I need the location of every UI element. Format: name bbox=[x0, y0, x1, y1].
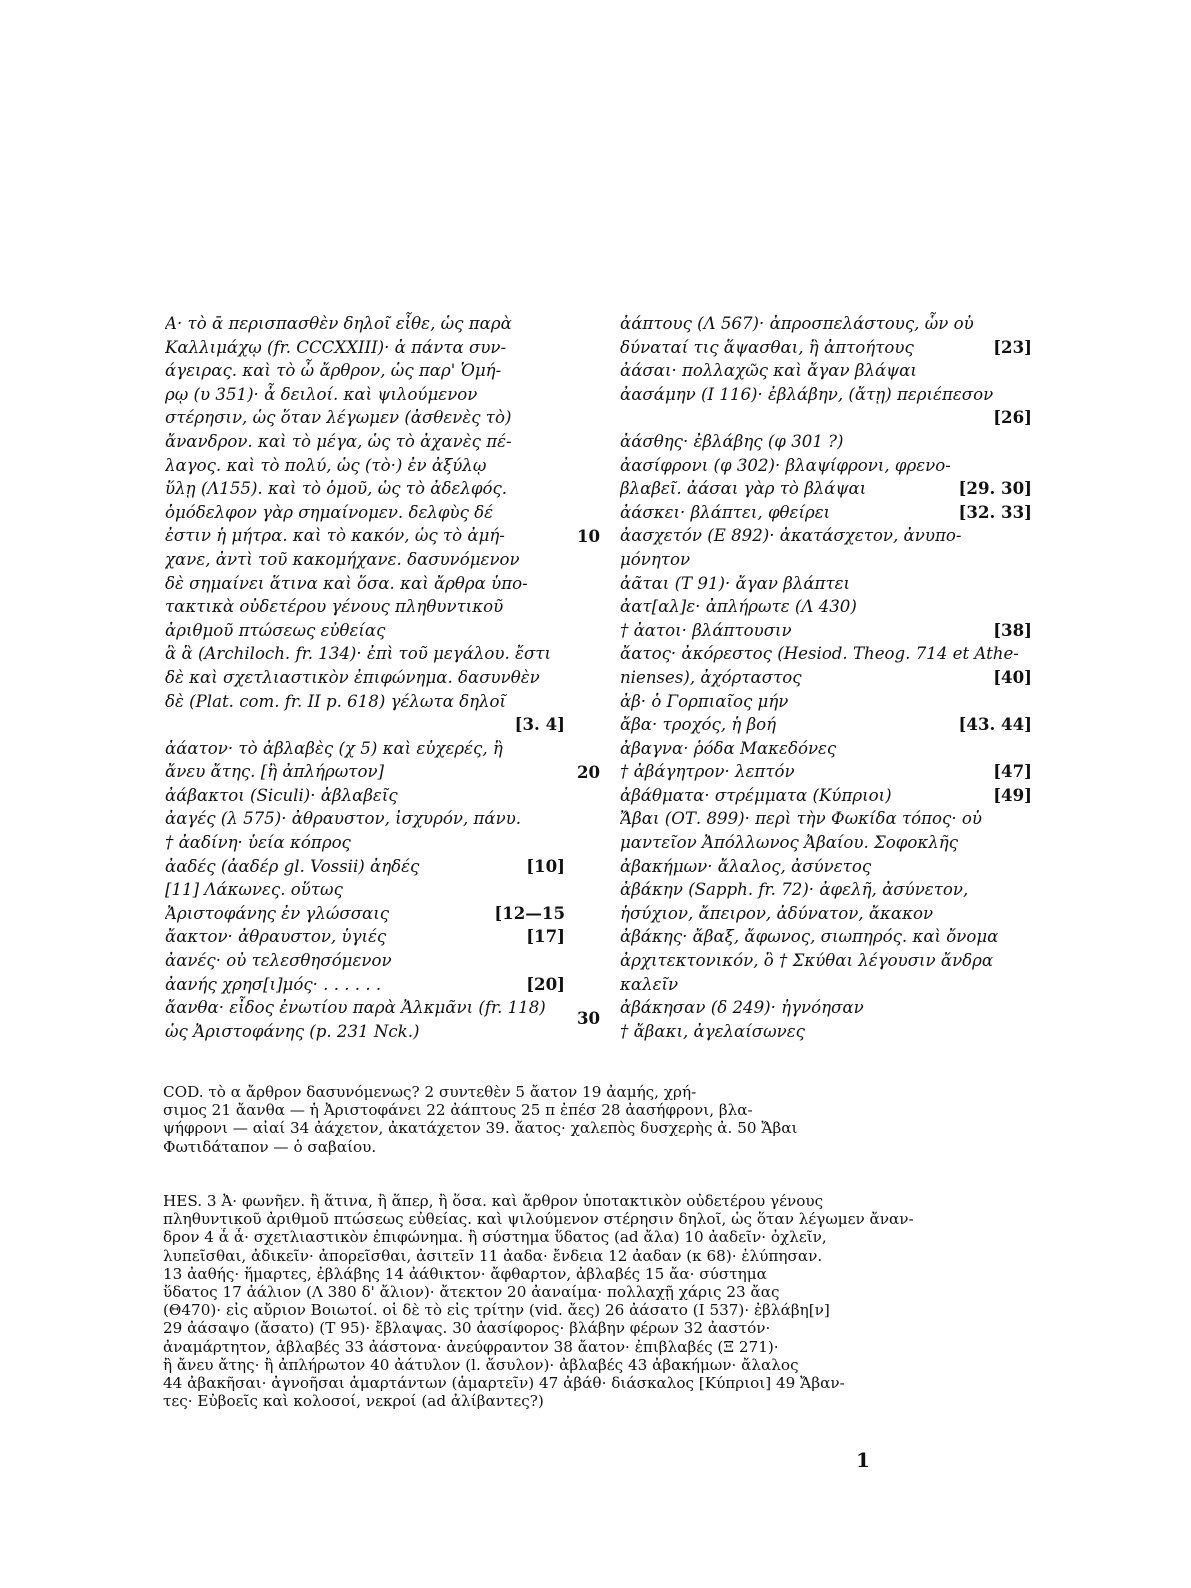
entry-line bbox=[165, 902, 565, 926]
entry-line bbox=[620, 713, 1032, 737]
entry-line bbox=[620, 454, 1032, 478]
entry-line bbox=[620, 784, 1032, 808]
entry-text: ἀρχιτεκτονικόν, ὃ † Σκύθαι λέγουσιν ἄνδρα bbox=[620, 951, 994, 971]
entry-text: ἀβακήμων· ἄλαλος, ἀσύνετος bbox=[620, 856, 872, 876]
apparatus-line: δρον 4 ἆ ἆ· σχετλιαστικὸν ἐπιφώνημα. ἢ σύστημα ὕδατος (ad ἄλα) 10 ἀαδεῖν· ὀχλεῖν, bbox=[163, 1228, 827, 1247]
gloss-reference: [29. 30] bbox=[953, 477, 1032, 501]
right-column bbox=[620, 312, 1032, 1043]
entry-line bbox=[620, 925, 1032, 949]
entry-line bbox=[620, 666, 1032, 690]
entry-line bbox=[165, 713, 565, 737]
entry-line bbox=[620, 383, 1032, 407]
entry-line bbox=[620, 831, 1032, 855]
entry-text: καλεῖν bbox=[620, 974, 679, 994]
entry-text: Ἀριστοφάνης ἐν γλώσσαις bbox=[165, 903, 390, 923]
entry-line bbox=[165, 359, 565, 383]
apparatus-line: ἀναμάρτητον, ἀβλαβές 33 ἀάστονα· ἀνεύφραντον 38 ἄατον· ἐπιβλαβές (Ξ 271)· bbox=[163, 1337, 779, 1356]
entry-line bbox=[165, 666, 565, 690]
entry-text: nienses), ἀχόρταστος bbox=[620, 667, 802, 687]
entry-text: ἀβάθματα· στρέμματα (Κύπριοι) bbox=[620, 785, 892, 805]
entry-line bbox=[165, 383, 565, 407]
entry-line bbox=[620, 619, 1032, 643]
entry-line bbox=[620, 807, 1032, 831]
entry-text: ὁμόδελφον γὰρ σημαίνομεν. δελφὺς δέ bbox=[165, 502, 494, 522]
apparatus-line: Φωτιδάταπον — ὁ σαβαίου. bbox=[163, 1137, 377, 1156]
entry-text: ἄνευ ἄτης. [ἢ ἀπλήρωτον] bbox=[165, 762, 385, 782]
entry-text: ἀβάκης· ἄβαξ, ἄφωνος, σιωπηρός. καὶ ὄνομα bbox=[620, 927, 999, 947]
entry-text: ὕλῃ (Λ155). καὶ τὸ ὁμοῦ, ὡς τὸ ἀδελφός. bbox=[165, 479, 508, 499]
entry-line bbox=[165, 760, 565, 784]
entry-text: † ἀβάγητρον· λεπτόν bbox=[620, 762, 795, 782]
entry-text: ἡσύχιον, ἄπειρον, ἀδύνατον, ἄκακον bbox=[620, 903, 934, 923]
apparatus-line: 13 ἀαθής· ἥμαρτες, ἐβλάβης 14 ἀάθικτον· ἄφθαρτον, ἀβλαβές 15 ἄα· σύστημα bbox=[163, 1264, 767, 1283]
entry-text: ἄακτον· ἀθραυστον, ὑγιές bbox=[165, 927, 387, 947]
entry-text: ἀαδές (ἀαδέρ gl. Vossii) ἀηδές bbox=[165, 856, 420, 876]
entry-text: λαγος. καὶ τὸ πολύ, ὡς (τὸ·) ἐν ἀξύλῳ bbox=[165, 455, 487, 475]
entry-line bbox=[620, 642, 1032, 666]
entry-text: δὲ καὶ σχετλιαστικὸν ἐπιφώνημα. δασυνθὲν bbox=[165, 667, 540, 687]
apparatus-line: HES. 3 Ἀ· φωνῆεν. ἢ ἅτινα, ἢ ἅπερ, ἢ ὅσα. καὶ ἄρθρον ὑποτακτικὸν οὐδετέρου γένους bbox=[163, 1192, 824, 1210]
entry-line bbox=[165, 831, 565, 855]
apparatus-line: τες· Εὐβοεῖς καὶ κολοσοί, νεκροί (ad ἀλίβαντες?) bbox=[163, 1392, 544, 1411]
entry-text: ἄβα· τροχός, ἡ βοή bbox=[620, 715, 777, 735]
entry-line bbox=[620, 855, 1032, 879]
gloss-reference: [47] bbox=[987, 760, 1032, 784]
entry-text: [11] Λάκωνες. οὕτως bbox=[165, 880, 343, 900]
entry-line bbox=[620, 336, 1032, 360]
line-number: 30 bbox=[577, 1008, 601, 1028]
entry-text: ἀβ· ὁ Γορπιαῖος μήν bbox=[620, 691, 789, 711]
entry-text: ἀανές· οὐ τελεσθησόμενον bbox=[165, 951, 392, 971]
entry-text: ἄανθα· εἶδος ἐνωτίου παρὰ Ἀλκμᾶνι (fr. 118) bbox=[165, 998, 546, 1018]
entry-text: ἄνανδρον. καὶ τὸ μέγα, ὡς τὸ ἀχανὲς πέ- bbox=[165, 431, 512, 451]
entry-text: ἀάσκει· βλάπτει, φθείρει bbox=[620, 502, 831, 522]
gloss-reference: [26] bbox=[987, 406, 1032, 430]
entry-text: Ἄβαι (ΟΤ. 899)· περὶ τὴν Φωκίδα τόπος· οὐ bbox=[620, 809, 982, 829]
gloss-reference: [23] bbox=[987, 336, 1032, 360]
entry-text: ὡς Ἀριστοφάνης (p. 231 Nck.) bbox=[165, 1021, 420, 1041]
apparatus-line: ψήφρονι — αἰαί 34 ἀάχετον, ἀκατάχετον 39. ἄατος· χαλεπὸς δυσχερὴς ἀ. 50 Ἄβαι bbox=[163, 1119, 798, 1138]
entry-line bbox=[620, 949, 1032, 973]
entry-text: ἀβαγνα· ῥόδα Μακεδόνες bbox=[620, 738, 837, 758]
entry-line bbox=[165, 949, 565, 973]
entry-line bbox=[165, 807, 565, 831]
entry-line bbox=[165, 548, 565, 572]
entry-text: ρῳ (υ 351)· ἆ δειλοί. καὶ ψιλούμενον bbox=[165, 384, 478, 404]
entry-line bbox=[165, 1020, 565, 1044]
entry-line bbox=[165, 878, 565, 902]
entry-line bbox=[165, 336, 565, 360]
entry-text: δὲ σημαίνει ἅτινα καὶ ὅσα. καὶ ἄρθρα ὑπο- bbox=[165, 573, 528, 593]
line-number: 20 bbox=[577, 762, 601, 782]
entry-text: Καλλιμάχῳ (fr. CCCXXIII)· ἀ πάντα συν- bbox=[165, 337, 507, 357]
entry-line bbox=[620, 690, 1032, 714]
entry-line bbox=[620, 359, 1032, 383]
entry-line bbox=[620, 406, 1032, 430]
entry-line bbox=[165, 784, 565, 808]
entry-line bbox=[620, 996, 1032, 1020]
entry-text: χανε, ἀντὶ τοῦ κακομήχανε. δασυνόμενον bbox=[165, 549, 520, 569]
entry-text: ἀασίφρονι (φ 302)· βλαψίφρονι, φρενο- bbox=[620, 455, 951, 475]
entry-line bbox=[165, 855, 565, 879]
entry-text: † ἀαδίνη· ὑεία κόπρος bbox=[165, 833, 351, 853]
entry-line bbox=[165, 312, 565, 336]
entry-text: μαντεῖον Ἀπόλλωνος Ἀβαίου. Σοφοκλῆς bbox=[620, 833, 958, 853]
entry-line bbox=[620, 572, 1032, 596]
gloss-reference: [38] bbox=[987, 619, 1032, 643]
entry-line bbox=[165, 619, 565, 643]
entry-text: δὲ (Plat. com. fr. II p. 618) γέλωτα δηλοῖ bbox=[165, 691, 507, 711]
gloss-reference: [3. 4] bbox=[509, 713, 565, 737]
gloss-reference: [32. 33] bbox=[953, 501, 1032, 525]
entry-line bbox=[620, 878, 1032, 902]
entry-text: μόνητον bbox=[620, 549, 691, 569]
gloss-reference: [17] bbox=[520, 925, 565, 949]
apparatus-line: 44 ἀβακῆσαι· ἀγνοῆσαι ἀμαρτάντων (ἁμαρτεῖν) 47 ἀβάθ· διάσκαλος [Κύπριοι] 49 Ἄβαν- bbox=[163, 1373, 845, 1392]
entry-text: ἐστιν ἡ μήτρα. καὶ τὸ κακόν, ὡς τὸ ἀμή- bbox=[165, 526, 505, 546]
entry-text: ἀριθμοῦ πτώσεως εὐθείας bbox=[165, 620, 386, 640]
apparatus-line: 29 ἀάσαψο (ἄσατο) (Τ 95)· ἔβλαψας. 30 ἀασίφορος· βλάβην φέρων 32 ἀαστόν· bbox=[163, 1319, 771, 1338]
apparatus-line: COD. τὸ α ἄρθρον δασυνόμενως? 2 συντεθὲν 5 ἄατον 19 ἀαμής, χρή- bbox=[163, 1083, 697, 1101]
entry-line bbox=[165, 430, 565, 454]
entry-text: ἀάατον· τὸ ἀβλαβὲς (χ 5) καὶ εὐχερές, ἢ bbox=[165, 738, 503, 758]
entry-line bbox=[165, 925, 565, 949]
entry-text: τακτικὰ οὐδετέρου γένους πληθυντικοῦ bbox=[165, 597, 504, 617]
apparatus-line: (Θ470)· εἰς αὔριον Βοιωτοί. οἱ δὲ τὸ εἰς τρίτην (vid. ἄες) 26 ἀάσατο (I 537)· ἐβλάβη[ν] bbox=[163, 1301, 830, 1320]
entry-text: † ἄβακι, ἀγελαίσωνες bbox=[620, 1021, 805, 1041]
entry-line bbox=[620, 548, 1032, 572]
entry-line bbox=[165, 501, 565, 525]
entry-line bbox=[620, 312, 1032, 336]
gloss-reference: [43. 44] bbox=[953, 713, 1032, 737]
gloss-reference: [12—15 bbox=[488, 902, 565, 926]
entry-line bbox=[620, 595, 1032, 619]
entry-text: δύναταί τις ἅψασθαι, ἢ ἀπτοήτους bbox=[620, 337, 914, 357]
entry-text: στέρησιν, ὡς ὅταν λέγωμεν (ἀσθενὲς τὸ) bbox=[165, 408, 512, 428]
entry-line bbox=[620, 477, 1032, 501]
entry-text: ἄατος· ἀκόρεστος (Hesiod. Theog. 714 et Athe- bbox=[620, 644, 1019, 664]
codex-apparatus bbox=[163, 1083, 1023, 1156]
entry-text: ἀβάκην (Sapph. fr. 72)· ἀφελῆ, ἀσύνετον, bbox=[620, 880, 969, 900]
entry-text: ἀβάκησαν (δ 249)· ἠγνόησαν bbox=[620, 998, 864, 1018]
entry-line bbox=[620, 737, 1032, 761]
entry-line bbox=[165, 406, 565, 430]
entry-line bbox=[620, 524, 1032, 548]
entry-text: ἀασάμην (I 116)· ἐβλάβην, (ἄτῃ) περιέπεσον bbox=[620, 384, 994, 404]
gloss-reference: [20] bbox=[520, 973, 565, 997]
entry-text: ἃ ἃ (Archiloch. fr. 134)· ἐπὶ τοῦ μεγάλου. ἔστι bbox=[165, 644, 551, 664]
entry-text: ἀάσθης· ἐβλάβης (φ 301 ?) bbox=[620, 431, 844, 451]
entry-line bbox=[165, 477, 565, 501]
entry-text: ἀᾶται (Τ 91)· ἄγαν βλάπτει bbox=[620, 573, 851, 593]
entry-line bbox=[620, 430, 1032, 454]
entry-line bbox=[620, 760, 1032, 784]
entry-line bbox=[620, 1020, 1032, 1044]
entry-text: ἀασχετόν (Ε 892)· ἀκατάσχετον, ἀνυπο- bbox=[620, 526, 962, 546]
entry-text: βλαβεῖ. ἀάσαι γὰρ τὸ βλάψαι bbox=[620, 479, 867, 499]
entry-text: Α· τὸ ᾱ περισπασθὲν δηλοῖ εἶθε, ὡς παρὰ bbox=[165, 314, 512, 333]
entry-text: † ἀατοι· βλάπτουσιν bbox=[620, 620, 792, 640]
entry-line bbox=[165, 572, 565, 596]
apparatus-line: ὕδατος 17 ἀάλιον (Λ 380 δ' ἄλιον)· ἄτεκτον 20 ἀαναίμα· πολλαχῇ χάρις 23 ἄας bbox=[163, 1282, 780, 1301]
entry-line bbox=[620, 973, 1032, 997]
hesychius-apparatus bbox=[163, 1192, 1023, 1410]
entry-line bbox=[165, 454, 565, 478]
entry-line bbox=[165, 595, 565, 619]
entry-line bbox=[165, 996, 565, 1020]
entry-text: ἀανής χρησ[ι]μός· . . . . . . bbox=[165, 974, 382, 994]
entry-line bbox=[165, 690, 565, 714]
gloss-reference: [40] bbox=[987, 666, 1032, 690]
left-column bbox=[165, 312, 565, 1043]
entry-line bbox=[165, 524, 565, 548]
apparatus-line: σιμος 21 ἄανθα — ἡ Ἀριστοφάνει 22 ἀάπτους 25 π ἐπέσ 28 ἀασήφρονι, βλα- bbox=[163, 1101, 753, 1120]
line-number: 10 bbox=[577, 526, 601, 546]
apparatus-line: πληθυντικοῦ ἀριθμοῦ πτώσεως εὐθείας. καὶ ψιλούμενον στέρησιν δηλοῖ, ὡς ὅταν λέγωμεν ἄναν- bbox=[163, 1210, 914, 1229]
entry-line bbox=[620, 501, 1032, 525]
entry-line bbox=[165, 642, 565, 666]
entry-text: ἀάπτους (Λ 567)· ἀπροσπελάστους, ὧν οὐ bbox=[620, 314, 974, 333]
gloss-reference: [10] bbox=[520, 855, 565, 879]
entry-line bbox=[620, 902, 1032, 926]
apparatus-line: ἢ ἄνευ ἄτης· ἢ ἀπλήρωτον 40 ἀάτυλον (l. ἄσυλον)· ἀβλαβές 43 ἀβακήμων· ἄλαλος bbox=[163, 1355, 799, 1374]
page-number: 1 bbox=[856, 1448, 870, 1472]
gloss-reference: [49] bbox=[987, 784, 1032, 808]
entry-text: ἀατ[αλ]ε· ἀπλήρωτε (Λ 430) bbox=[620, 597, 857, 617]
entry-line bbox=[165, 973, 565, 997]
apparatus-line: λυπεῖσθαι, ἀδικεῖν· ἀπορεῖσθαι, ἀσιτεῖν 11 ἀαδα· ἔνδεια 12 ἀαδαν (κ 68)· ἐλύπησαν. bbox=[163, 1246, 823, 1265]
entry-text: ἀάβακτοι (Siculi)· ἀβλαβεῖς bbox=[165, 785, 398, 805]
entry-text: άγειρας. καὶ τὸ ὦ ἄρθρον, ὡς παρ' Ὁμή- bbox=[165, 361, 502, 381]
entry-text: ἀαγές (λ 575)· ἀθραυστον, ἰσχυρόν, πάνυ. bbox=[165, 809, 522, 829]
entry-text: ἀάσαι· πολλαχῶς καὶ ἄγαν βλάψαι bbox=[620, 361, 917, 381]
entry-line bbox=[165, 737, 565, 761]
